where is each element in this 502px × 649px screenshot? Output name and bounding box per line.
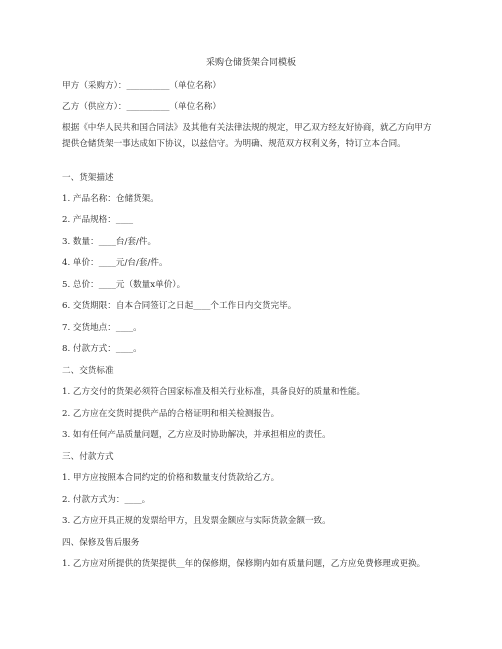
list-item: 2. 乙方应在交货时提供产品的合格证明和相关检测报告。 [62,409,280,419]
section-heading: 四、保修及售后服务 [62,538,140,548]
intro-paragraph: 根据《中华人民共和国合同法》及其他有关法律法规的规定，甲乙双方经友好协商，就乙方向甲方提供仓储货架一事达成如下协议，以兹信守。为明确、规范双方权利义务，特订立本合同。 [62,123,432,149]
list-item: 5. 总价：____元（数量x单价）。 [62,280,186,290]
list-item: 8. 付款方式：____。 [62,344,142,354]
section-heading: 三、付款方式 [62,452,114,462]
list-item: 6. 交货期限：自本合同签订之日起____个工作日内交货完毕。 [62,301,297,311]
section-heading: 二、交货标准 [62,366,114,376]
list-item: 2. 产品规格：____ [62,215,134,225]
list-item: 1. 甲方应按照本合同约定的价格和数量支付货款给乙方。 [62,473,280,483]
list-item: 1. 产品名称：仓储货架。 [62,194,159,204]
list-item: 7. 交货地点：____。 [62,323,142,333]
list-item: 3. 如有任何产品质量问题，乙方应及时协助解决，并承担相应的责任。 [62,430,331,440]
section-heading: 一、货架描述 [62,173,114,183]
list-item: 1. 乙方应对所提供的货架提供__年的保修期，保修期内如有质量问题，乙方应免费修理或更换。 [62,559,426,569]
document-title: 采购仓储货架合同模板 [205,58,296,68]
list-item: 2. 付款方式为：____。 [62,495,151,505]
list-item: 3. 乙方应开具正规的发票给甲方，且发票金额应与实际货款金额一致。 [62,516,331,526]
party-a-line: 甲方（采购方）：__________（单位名称） [62,81,221,91]
list-item: 1. 乙方交付的货架必须符合国家标准及相关行业标准，具备良好的质量和性能。 [62,387,366,397]
party-b-line: 乙方（供应方）：__________（单位名称） [62,102,221,112]
list-item: 4. 单价：____元/台/套/件。 [62,258,168,268]
list-item: 3. 数量：____台/套/件。 [62,237,157,247]
